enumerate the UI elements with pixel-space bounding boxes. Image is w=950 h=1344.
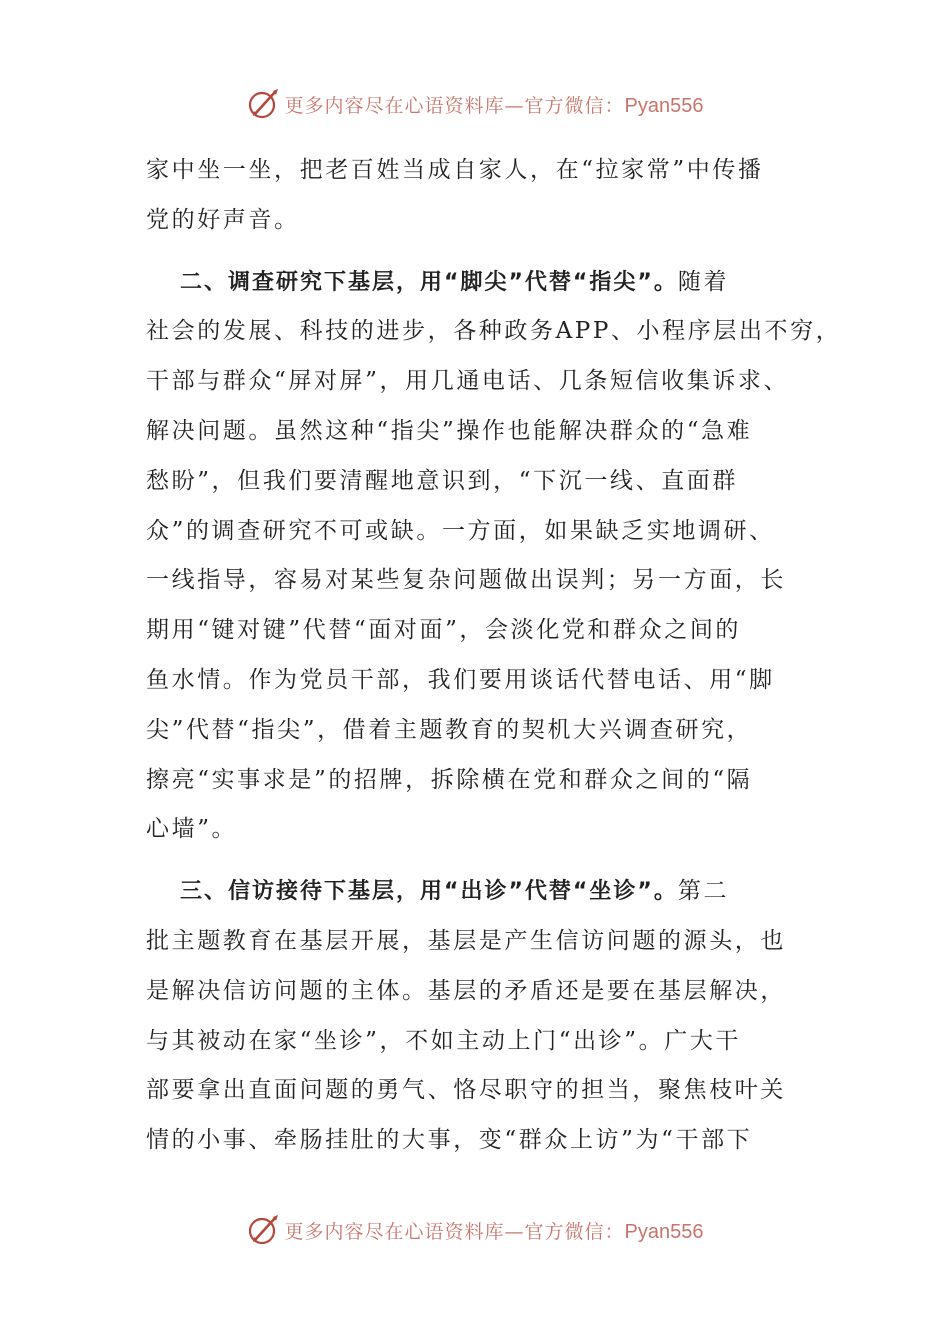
- footer-watermark: [0, 1210, 950, 1250]
- text-line: 尖”代替“指尖”，借着主题教育的契机大兴调查研究，: [146, 716, 753, 743]
- text-line: 家中坐一坐，把老百姓当成自家人，在“拉家常”中传播: [146, 157, 764, 183]
- text-line: 愁盼”，但我们要清醒地意识到，“下沉一线、直面群: [146, 467, 738, 494]
- section-heading-2: 二、调查研究下基层，用“脚尖”代替“指尖”。: [180, 269, 678, 295]
- watermark-text: 更多内容尽在心语资料库—官方微信：Pyan556: [284, 94, 704, 117]
- text-line: 干部与群众“屏对屏”，用几通电话、几条短信收集诉求、: [146, 368, 790, 395]
- text-line: 部要拿出直面问题的勇气、恪尽职守的担当，聚焦枝叶关: [146, 1077, 786, 1104]
- header-watermark: [0, 84, 950, 124]
- section-heading-3: 三、信访接待下基层，用“出诊”代替“坐诊”。: [180, 879, 678, 905]
- pen-logo-icon: [247, 1213, 281, 1247]
- text-line: 众”的调查研究不可或缺。一方面，如果缺乏实地调研、: [146, 517, 775, 544]
- text-line: 期用“键对键”代替“面对面”，会淡化党和群众之间的: [146, 617, 742, 644]
- paragraph-3-first-line: 三、信访接待下基层，用“出诊”代替“坐诊”。第二: [180, 878, 730, 905]
- watermark-text: 更多内容尽在心语资料库—官方微信：Pyan556: [284, 1220, 704, 1243]
- text-line: 情的小事、牵肠挂肚的大事，变“群众上访”为“干部下: [146, 1127, 753, 1154]
- text-line: 与其被动在家“坐诊”，不如主动上门“出诊”。广大干: [146, 1027, 742, 1054]
- text-line: 党的好声音。: [146, 206, 300, 233]
- text-line: 鱼水情。作为党员干部，我们要用谈话代替电话、用“脚: [146, 666, 775, 693]
- text-line: 批主题教育在基层开展，基层是产生信访问题的源头，也: [146, 927, 786, 954]
- document-body: [146, 146, 842, 1166]
- text-line: 社会的发展、科技的进步，各种政务APP、小程序层出不穷，: [146, 318, 842, 345]
- pen-logo-icon: [247, 87, 281, 121]
- text-line: 心墙”。: [146, 816, 238, 843]
- paragraph-2-first-line: 二、调查研究下基层，用“脚尖”代替“指尖”。随着: [180, 268, 730, 295]
- text-line: 一线指导，容易对某些复杂问题做出误判；另一方面，长: [146, 567, 786, 594]
- text-line: 解决问题。虽然这种“指尖”操作也能解决群众的“急难: [146, 417, 753, 444]
- text-line: 擦亮“实事求是”的招牌，拆除横在党和群众之间的“隔: [146, 766, 753, 793]
- text-line: 是解决信访问题的主体。基层的矛盾还是要在基层解决，: [146, 977, 786, 1004]
